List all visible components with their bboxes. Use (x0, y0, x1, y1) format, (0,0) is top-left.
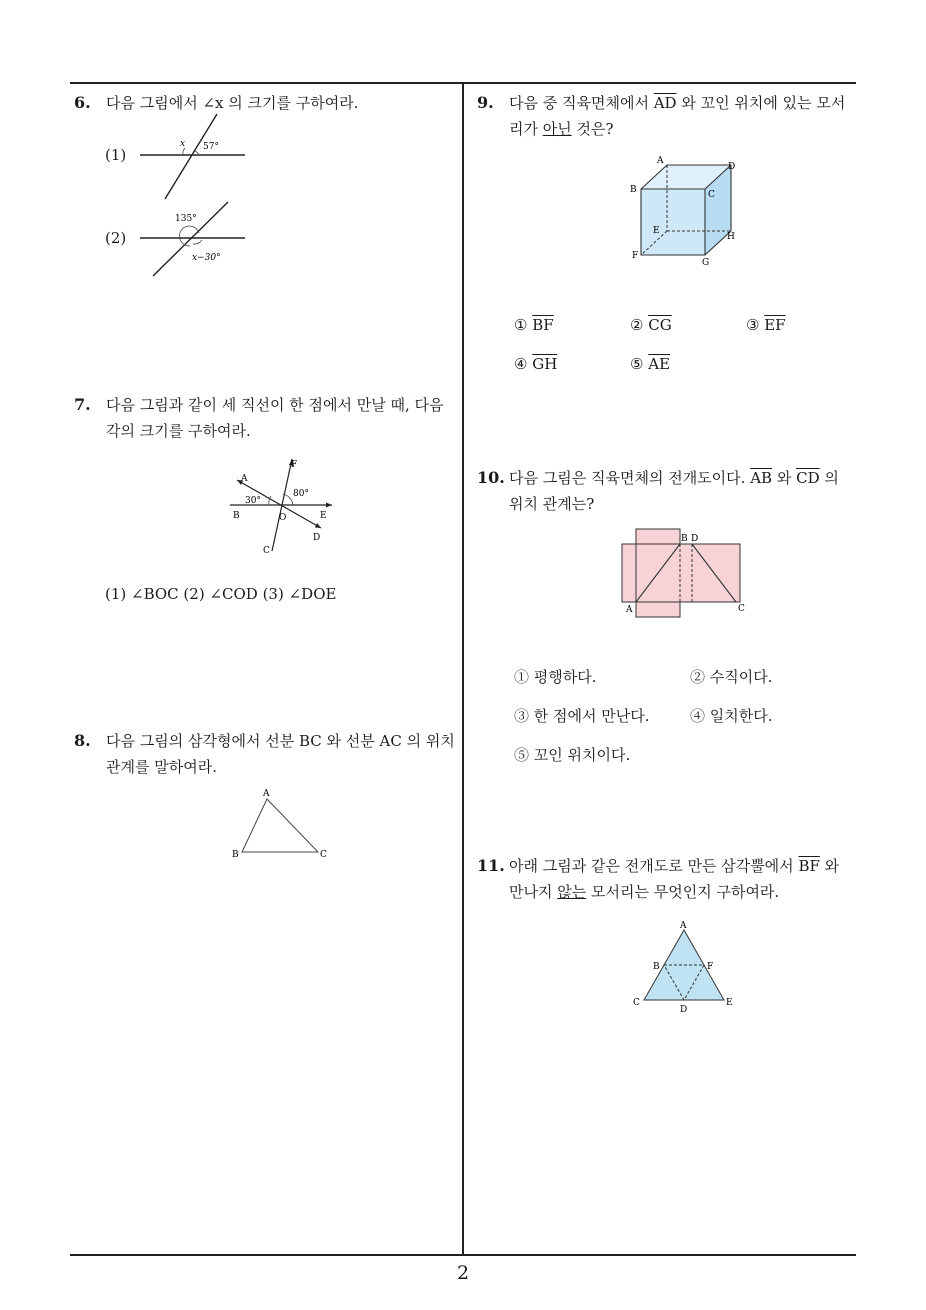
vertex-B-label: B (630, 185, 637, 195)
q10-net-figure (620, 525, 755, 625)
x-label: x (180, 139, 186, 149)
point-B-label: B (681, 534, 688, 544)
question-text-line-2: 리가 아닌 것은? (509, 120, 614, 138)
point-E-label: E (320, 511, 327, 521)
question-number: 7. (74, 395, 91, 414)
angle-80-label: 80° (293, 489, 309, 499)
vertex-C-label: C (708, 190, 715, 200)
question-10 (477, 465, 862, 517)
vertex-C-label: C (633, 998, 640, 1008)
question-11 (477, 853, 862, 905)
column-divider (462, 82, 464, 1256)
vertex-E-label: E (726, 998, 733, 1008)
option-3[interactable]: ③ 한 점에서 만난다. (514, 707, 650, 725)
question-text-line-1: 다음 그림은 직육면체의 전개도이다. $\overline{AB}$ 와 $\overline{CD}$ 의 (509, 469, 839, 487)
vertex-B-label: B (653, 962, 660, 972)
question-number: 8. (74, 731, 91, 750)
q9-cuboid-figure (625, 155, 745, 270)
q11-pyramid-net-figure (630, 918, 740, 1016)
q6-figure-1 (135, 110, 250, 205)
emphasis-not-meeting: 않는 (557, 883, 587, 901)
question-number: 9. (477, 93, 494, 112)
angle-135-label: 135° (175, 214, 197, 224)
segment-BF: $\overline{BF}$ (798, 857, 820, 875)
vertex-B-label: B (232, 850, 239, 860)
point-B-label: B (233, 511, 240, 521)
option-1[interactable]: ① 평행하다. (514, 668, 597, 686)
point-F-label: F (291, 460, 298, 470)
option-5[interactable]: ⑤ $\overline{AE}$ (630, 355, 671, 373)
point-A-label: A (626, 605, 633, 615)
question-number: 11. (477, 856, 505, 875)
point-D-label: D (313, 533, 321, 543)
vertex-A-label: A (263, 789, 270, 799)
angle-x-minus-30-label: x−30° (192, 253, 221, 263)
point-O-label: O (279, 513, 287, 523)
option-4[interactable]: ④ $\overline{GH}$ (514, 355, 558, 373)
angle-30-label: 30° (245, 496, 261, 506)
vertex-A-label: A (680, 921, 687, 931)
point-C-label: C (738, 604, 745, 614)
vertex-F-label: F (632, 251, 639, 261)
question-text: 다음 그림에서 ∠x 의 크기를 구하여라. (106, 94, 359, 112)
option-2[interactable]: ② 수직이다. (690, 668, 773, 686)
option-3[interactable]: ③ $\overline{EF}$ (746, 316, 786, 334)
q8-triangle-figure (230, 785, 335, 865)
vertex-A-label: A (657, 156, 664, 166)
vertex-H-label: H (727, 232, 735, 242)
vertex-C-label: C (320, 850, 327, 860)
segment-CD: $\overline{CD}$ (796, 469, 820, 487)
question-7 (74, 392, 459, 444)
q7-figure (225, 455, 340, 555)
emphasis-not: 아닌 (542, 120, 572, 138)
segment-AD: $\overline{AD}$ (653, 94, 677, 112)
vertex-D-label: D (728, 162, 736, 172)
angle-label: 57° (203, 142, 219, 152)
question-text-line-2: 위치 관계는? (509, 495, 595, 513)
question-8 (74, 728, 459, 780)
option-4[interactable]: ④ 일치한다. (690, 707, 773, 725)
option-1[interactable]: ① $\overline{BF}$ (514, 316, 554, 334)
option-2[interactable]: ② $\overline{CG}$ (630, 316, 672, 334)
sub-question-2-label: (2) (105, 229, 127, 247)
vertex-E-label: E (653, 226, 660, 236)
question-text-line-1: 다음 그림과 같이 세 직선이 한 점에서 만날 때, 다음 (106, 396, 444, 414)
q7-sub-questions: (1) ∠BOC (2) ∠COD (3) ∠DOE (105, 585, 337, 603)
sub-question-1-label: (1) (105, 146, 127, 164)
question-6 (74, 90, 459, 116)
point-D-label: D (691, 534, 699, 544)
question-text-line-2: 각의 크기를 구하여라. (106, 422, 251, 440)
question-text-line-2: 관계를 말하여라. (106, 758, 217, 776)
vertex-F-label: F (707, 962, 714, 972)
q6-figure-2 (135, 198, 250, 280)
question-text-line-2: 만나지 않는 모서리는 무엇인지 구하여라. (509, 883, 780, 901)
option-5[interactable]: ⑤ 꼬인 위치이다. (514, 746, 631, 764)
page-number: 2 (456, 1262, 470, 1284)
question-number: 10. (477, 468, 505, 487)
vertex-D-label: D (680, 1005, 688, 1015)
segment-AB: $\overline{AB}$ (750, 469, 773, 487)
question-text-line-1: 아래 그림과 같은 전개도로 만든 삼각뿔에서 $\overline{BF}$ 와 (509, 857, 840, 875)
question-text-line-1: 다음 중 직육면체에서 $\overline{AD}$ 와 꼬인 위치에 있는 모서 (509, 94, 846, 112)
point-C-label: C (263, 546, 270, 556)
question-9 (477, 90, 862, 142)
question-number: 6. (74, 93, 91, 112)
vertex-G-label: G (702, 258, 710, 268)
question-text-line-1: 다음 그림의 삼각형에서 선분 BC 와 선분 AC 의 위치 (106, 732, 455, 750)
point-A-label: A (241, 474, 248, 484)
